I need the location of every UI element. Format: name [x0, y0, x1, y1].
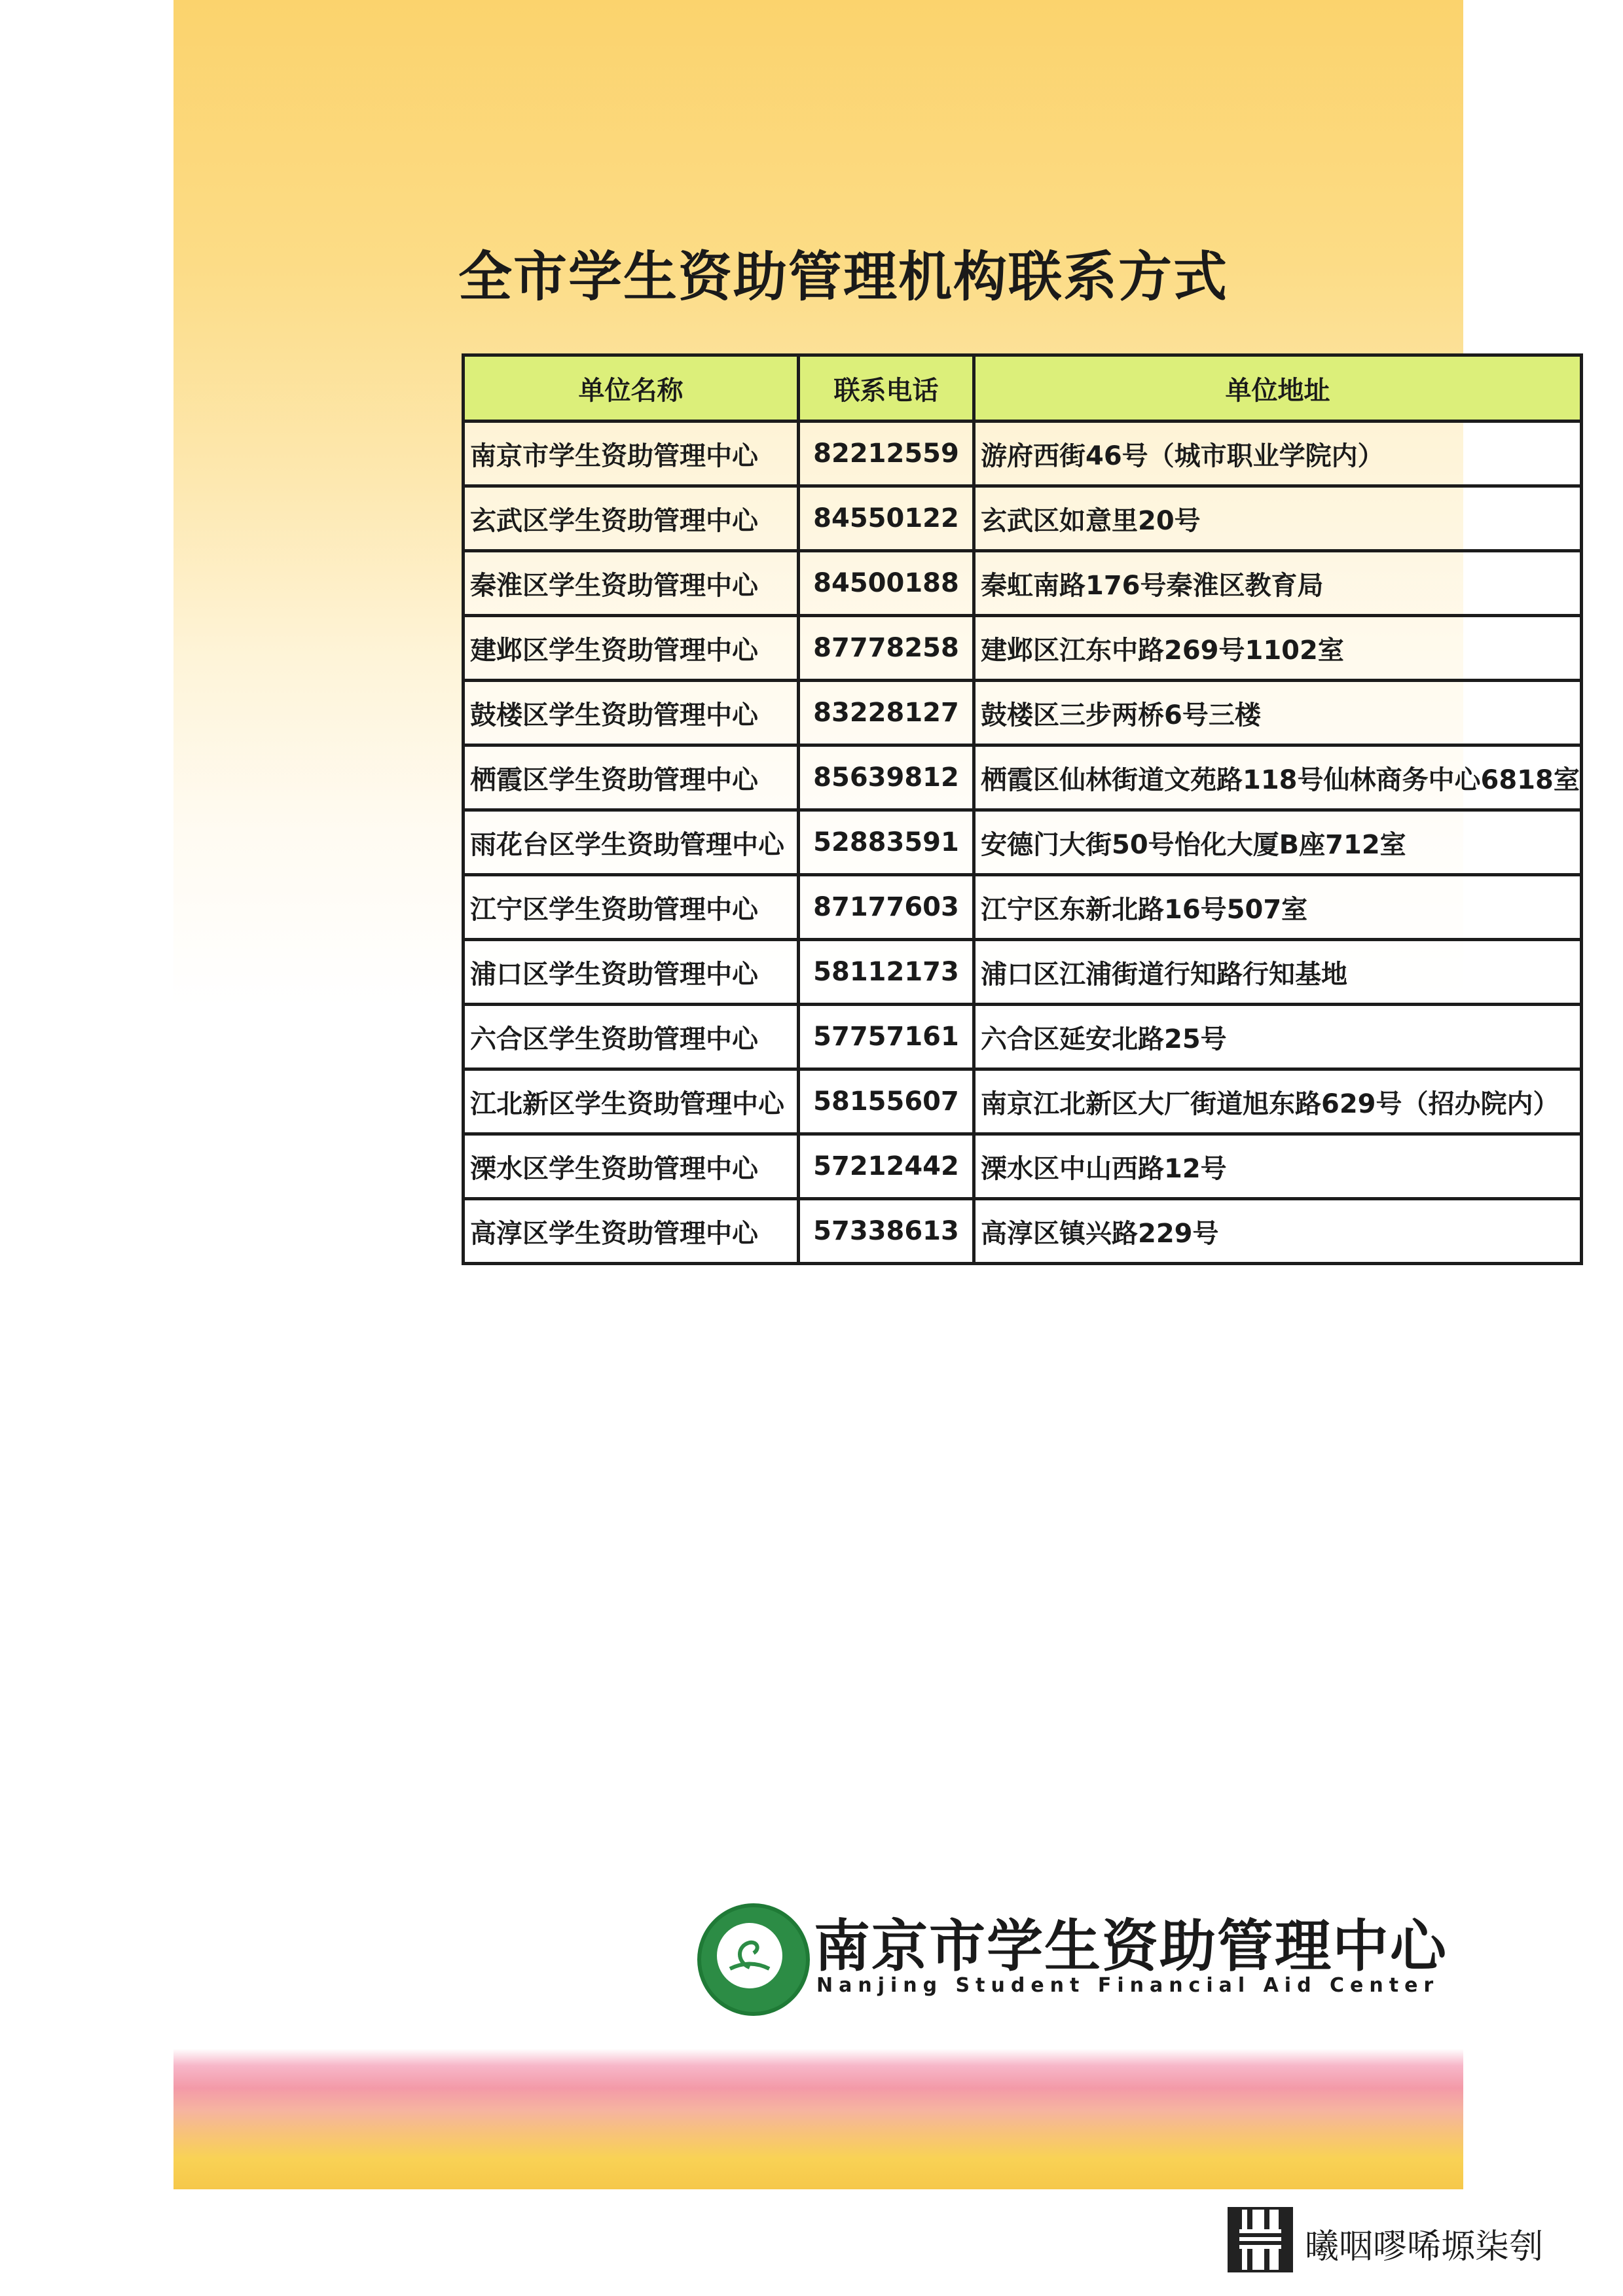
- table-row: [464, 745, 1582, 810]
- unit-name-cell: 秦淮区学生资助管理中心: [464, 551, 799, 616]
- phone-cell: 57338613: [799, 1199, 974, 1264]
- address-cell: 玄武区如意里20号: [974, 486, 1582, 551]
- phone-cell: 87778258: [799, 616, 974, 681]
- table-row: [464, 810, 1582, 875]
- book-swan-icon: [717, 1923, 782, 1988]
- contacts-table: [462, 353, 1583, 1265]
- table-row: [464, 940, 1582, 1005]
- address-cell: 游府西街46号（城市职业学院内）: [974, 422, 1582, 486]
- phone-cell: 84500188: [799, 551, 974, 616]
- center-logo: [697, 1897, 1448, 2015]
- decorative-color-bands: [173, 2049, 1463, 2189]
- table-row: [464, 1134, 1582, 1199]
- address-cell: 安德门大街50号怡化大厦B座712室: [974, 810, 1582, 875]
- unit-name-cell: 栖霞区学生资助管理中心: [464, 745, 799, 810]
- phone-cell: 52883591: [799, 810, 974, 875]
- column-header-phone: 联系电话: [799, 355, 974, 422]
- seal-inner-ring: [717, 1923, 782, 1988]
- qr-code-icon: [1228, 2207, 1293, 2272]
- unit-name-cell: 溧水区学生资助管理中心: [464, 1134, 799, 1199]
- address-cell: 六合区延安北路25号: [974, 1005, 1582, 1069]
- unit-name-cell: 鼓楼区学生资助管理中心: [464, 681, 799, 745]
- table-row: [464, 616, 1582, 681]
- phone-cell: 85639812: [799, 745, 974, 810]
- column-header-name: 单位名称: [464, 355, 799, 422]
- address-cell: 浦口区江浦街道行知路行知基地: [974, 940, 1582, 1005]
- table-row: [464, 486, 1582, 551]
- address-cell: 高淳区镇兴路229号: [974, 1199, 1582, 1264]
- table-row: [464, 1199, 1582, 1264]
- footer-watermark: [1228, 2207, 1620, 2272]
- unit-name-cell: 江北新区学生资助管理中心: [464, 1069, 799, 1134]
- address-cell: 溧水区中山西路12号: [974, 1134, 1582, 1199]
- table-row: [464, 551, 1582, 616]
- unit-name-cell: 高淳区学生资助管理中心: [464, 1199, 799, 1264]
- unit-name-cell: 雨花台区学生资助管理中心: [464, 810, 799, 875]
- address-cell: 栖霞区仙林街道文苑路118号仙林商务中心6818室: [974, 745, 1582, 810]
- table-header-row: [464, 355, 1582, 422]
- brochure-page: [173, 0, 1580, 2189]
- phone-cell: 57212442: [799, 1134, 974, 1199]
- watermark-text: 曦咽嘐唏塬柒刳: [1305, 2227, 1544, 2267]
- phone-cell: 58112173: [799, 940, 974, 1005]
- seal-emblem-icon: [697, 1903, 810, 2016]
- address-cell: 鼓楼区三步两桥6号三楼: [974, 681, 1582, 745]
- table-row: [464, 1069, 1582, 1134]
- address-cell: 江宁区东新北路16号507室: [974, 875, 1582, 940]
- phone-cell: 83228127: [799, 681, 974, 745]
- phone-cell: 58155607: [799, 1069, 974, 1134]
- address-cell: 秦虹南路176号秦淮区教育局: [974, 551, 1582, 616]
- unit-name-cell: 浦口区学生资助管理中心: [464, 940, 799, 1005]
- unit-name-cell: 江宁区学生资助管理中心: [464, 875, 799, 940]
- table-row: [464, 1005, 1582, 1069]
- logo-name-en: Nanjing Student Financial Aid Center: [816, 1974, 1440, 1997]
- address-cell: 建邺区江东中路269号1102室: [974, 616, 1582, 681]
- column-header-address: 单位地址: [974, 355, 1582, 422]
- unit-name-cell: 六合区学生资助管理中心: [464, 1005, 799, 1069]
- unit-name-cell: 南京市学生资助管理中心: [464, 422, 799, 486]
- unit-name-cell: 建邺区学生资助管理中心: [464, 616, 799, 681]
- address-cell: 南京江北新区大厂街道旭东路629号（招办院内）: [974, 1069, 1582, 1134]
- phone-cell: 87177603: [799, 875, 974, 940]
- phone-cell: 57757161: [799, 1005, 974, 1069]
- phone-cell: 82212559: [799, 422, 974, 486]
- table-row: [464, 422, 1582, 486]
- logo-name-cn: 南京市学生资助管理中心: [814, 1914, 1448, 1979]
- table-row: [464, 681, 1582, 745]
- phone-cell: 84550122: [799, 486, 974, 551]
- table-row: [464, 875, 1582, 940]
- unit-name-cell: 玄武区学生资助管理中心: [464, 486, 799, 551]
- page-title: 全市学生资助管理机构联系方式: [458, 246, 1229, 308]
